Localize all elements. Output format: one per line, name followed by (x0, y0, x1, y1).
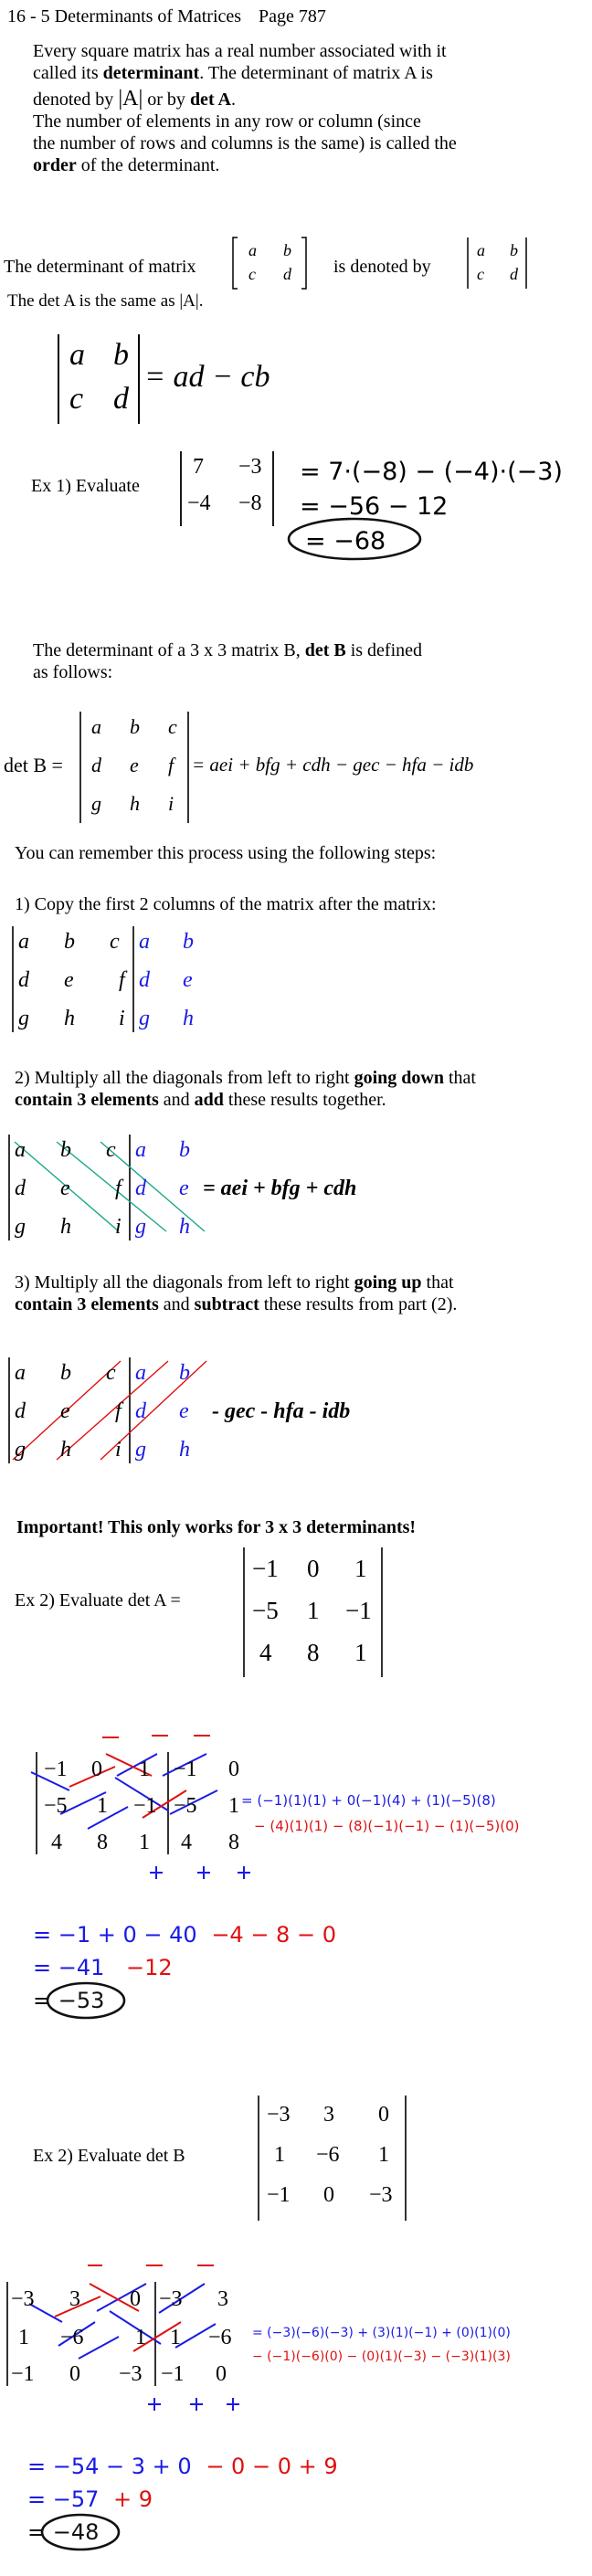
ex2-matrix: −1 0 1 −5 1 −1 4 8 1 (241, 1544, 387, 1681)
ex1-label: Ex 1) Evaluate (31, 476, 140, 496)
intro-line: called its determinant. The determinant of matrix A is (33, 63, 433, 83)
step-3-text: 3) Multiply all the diagonals from left to right going up that contain 3 elements and subtract these results from part (2). (15, 1272, 458, 1314)
section-title: 16 - 5 Determinants of Matrices (7, 6, 242, 26)
step3-matrix: a b c d e f g h i a b d e g h (5, 1354, 206, 1468)
ex2-answer: = −53 (33, 1984, 104, 2017)
ex1-work-line: = 7·(−8) − (−4)·(−3) (300, 458, 563, 486)
important-note: Important! This only works for 3 x 3 determinants! (16, 1517, 417, 1537)
intro-line: denoted by |A| or by det A. (33, 87, 236, 111)
intro-line: order of the determinant. (33, 155, 220, 175)
intro-line: Every square matrix has a real number associated with it (33, 41, 447, 61)
ex3-matrix: −3 3 0 1 −6 1 −1 0 −3 (256, 2092, 411, 2224)
notation-text: The determinant of matrix (4, 257, 196, 277)
ex3-work-down: = (−3)(−6)(−3) + (3)(1)(−1) + (0)(1)(0) (252, 2326, 511, 2340)
det3-intro: The determinant of a 3 x 3 matrix B, det B is defined as follows: (33, 640, 423, 682)
det3-formula: det B = a b c d e f g h i = aei + bfg + cdh − gec − hfa − idb (4, 708, 588, 827)
step1-matrix: a b c d e f g h i a b d e g h (9, 923, 210, 1037)
ex3-answer: = −48 (27, 2516, 99, 2549)
ex3-result: = −54 − 3 + 0 − 0 − 0 + 9 = −57 + 9 = −48 (27, 2450, 338, 2549)
step-1-text: 1) Copy the first 2 columns of the matrix after the matrix: (15, 894, 437, 914)
page-number: Page 787 (259, 6, 326, 26)
ex2-work-down: = (−1)(1)(1) + 0(−1)(4) + (1)(−5)(8) (241, 1792, 496, 1809)
ex1-work (300, 455, 563, 559)
bars-matrix-a: a b c d (466, 236, 530, 290)
bracket-matrix-a: a b c d (232, 236, 307, 290)
ex2-result: = −1 + 0 − 40 −4 − 8 − 0 = −41 −12 = −53 (33, 1918, 336, 2017)
ex3-label: Ex 2) Evaluate det B (33, 2146, 185, 2166)
formula-2x2: a b c d = ad − cb (55, 329, 292, 429)
step2-result: = aei + bfg + cdh (203, 1177, 357, 1200)
ex1-matrix: 7 −3 −4 −8 (178, 448, 279, 530)
ex2-label: Ex 2) Evaluate det A = (15, 1590, 181, 1610)
intro-paragraph (33, 40, 581, 176)
step3-result: - gec - hfa - idb (212, 1399, 351, 1423)
header (7, 5, 326, 27)
step-2-text: 2) Multiply all the diagonals from left to right going down that contain 3 elements and add these results together. (15, 1068, 476, 1110)
ex1-work-line: = −56 − 12 (300, 492, 449, 521)
intro-line: The number of elements in any row or column (since (33, 111, 421, 132)
steps-intro: You can remember this process using the following steps: (15, 843, 437, 863)
notation-same: The det A is the same as |A|. (7, 291, 204, 311)
ex3-work-up: − (−1)(−6)(0) − (0)(1)(−3) − (−3)(1)(3) (252, 2349, 511, 2364)
term-determinant: determinant (102, 63, 200, 83)
ex2-worked: −1 0 1 −5 1 −1 4 8 1 −1 0 −5 1 4 8 = (−1)(1)(1) + 0(−1)(4) + (1)(−5)(8) − (4)(1)(1) − (8)(−1)(−1) − (1)(−5)(0) (5, 1726, 590, 1909)
ex1-answer: = −68 (294, 524, 396, 559)
ex3-worked: −3 3 0 1 −6 1 −1 0 −3 −3 3 1 −6 −1 0 = (−3)(−6)(−3) + (3)(1)(−1) + (0)(1)(0) − (−1)(−6)(0) − (0)(1)(−3) − (−3)(1)(3) (2, 2256, 590, 2430)
step2-matrix: a b c d e f g h i a b d e g h (5, 1131, 206, 1245)
ex2-work-up: − (4)(1)(1) − (8)(−1)(−1) − (1)(−5)(0) (254, 1818, 520, 1834)
notation-mid: is denoted by (333, 257, 431, 277)
intro-line: the number of rows and columns is the same) is called the (33, 133, 457, 153)
